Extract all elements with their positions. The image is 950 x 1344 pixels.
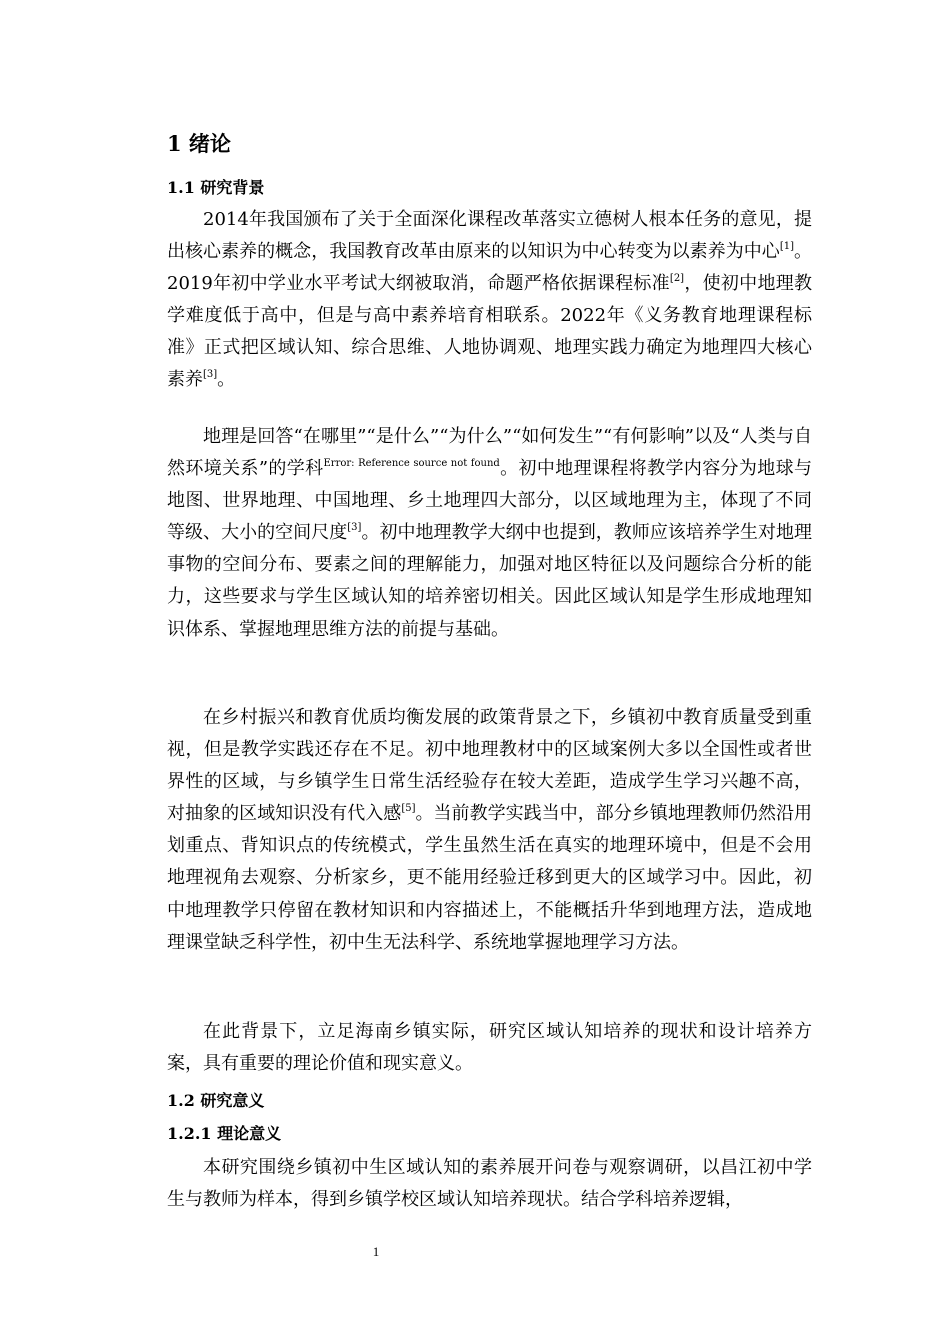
section-heading-research-background: 1.1 研究背景 bbox=[167, 178, 265, 197]
subsection-heading-theoretical-significance: 1.2.1 理论意义 bbox=[167, 1124, 282, 1143]
citation-ref: [3] bbox=[203, 369, 218, 381]
citation-ref: [3] bbox=[347, 522, 362, 534]
citation-ref: [1] bbox=[779, 241, 794, 253]
paragraph-4: 在此背景下，立足海南乡镇实际，研究区域认知培养的现状和设计培养方案，具有重要的理论价值和现实意义。 bbox=[167, 1021, 812, 1075]
document-page bbox=[167, 0, 812, 1344]
chapter-heading: 1 绪论 bbox=[167, 131, 231, 156]
paragraph-1: 2014年我国颁布了关于全面深化课程改革落实立德树人根本任务的意见，提出核心素养的概念，我国教育改革由原来的以知识为中心转变为以素养为中心[1]。2019年初中学业水平考试大纲被取消，命题严格依据课程标准[2]，使初中地理教学难度低于高中，但是与高中素养培育相联系。2022年《义务教育地理课程标准》正式把区域认知、综合思维、人地协调观、地理实践力确定为地理四大核心素养[3]。 bbox=[167, 209, 813, 391]
paragraph-5: 本研究围绕乡镇初中生区域认知的素养展开问卷与观察调研，以昌江初中学生与教师为样本，得到乡镇学校区域认知培养现状。结合学科培养逻辑， bbox=[167, 1157, 812, 1211]
paragraph-3: 在乡村振兴和教育优质均衡发展的政策背景之下，乡镇初中教育质量受到重视，但是教学实践还存在不足。初中地理教材中的区域案例大多以全国性或者世界性的区域，与乡镇学生日常生活经验存在较大差距，造成学生学习兴趣不高，对抽象的区域知识没有代入感[5]。当前教学实践当中，部分乡镇地理教师仍然沿用划重点、背知识点的传统模式，学生虽然生活在真实的地理环境中，但是不会用地理视角去观察、分析家乡，更不能用经验迁移到更大的区域学习中。因此，初中地理教学只停留在教材知识和内容描述上，不能概括升华到地理方法，造成地理课堂缺乏科学性，初中生无法科学、系统地掌握地理学习方法。 bbox=[167, 707, 813, 953]
page-footer bbox=[0, 1244, 950, 1260]
page-number: 1 bbox=[372, 1244, 380, 1259]
citation-ref: [5] bbox=[401, 803, 416, 815]
paragraph-2: 地理是回答“在哪里”“是什么”“为什么”“如何发生”“有何影响”以及“人类与自然环境关系”的学科$^{Error: Reference source not found}$。初中地理课程将教学内容分为地球与地图、世界地理、中国地理、乡土地理四大部分，以区域地理为主，体现了不同等级、大小的空间尺度[3]。初中地理教学大纲中也提到，教师应该培养学生对地理事物的空间分布、要素之间的理解能力，加强对地区特征以及问题综合分析的能力，这些要求与学生区域认知的培养密切相关。因此区域认知是学生形成地理知识体系、掌握地理思维方法的前提与基础。 bbox=[167, 426, 813, 640]
section-heading-research-significance: 1.2 研究意义 bbox=[167, 1091, 265, 1110]
citation-error: Error: Reference source not found bbox=[323, 458, 500, 470]
citation-ref: [2] bbox=[669, 273, 685, 285]
